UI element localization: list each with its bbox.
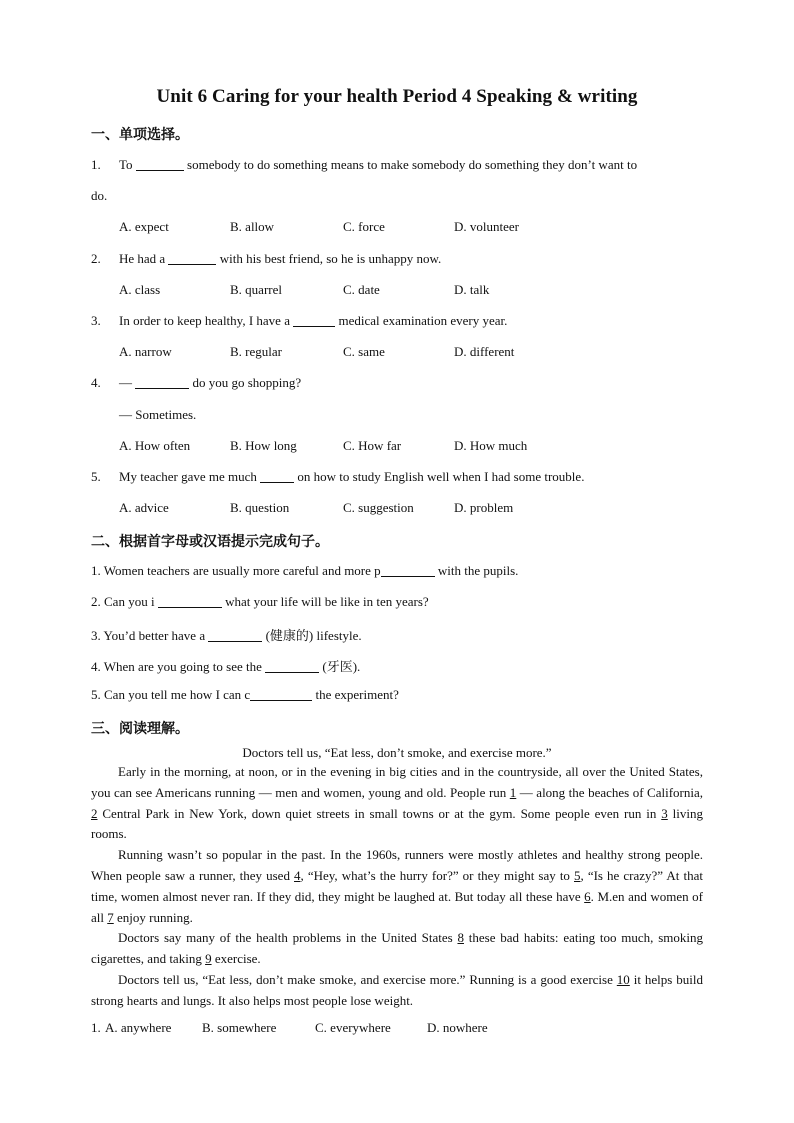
answer-blank[interactable]	[208, 629, 262, 642]
option: D. different	[454, 344, 515, 359]
fill-item: 1. Women teachers are usually more careful and more p with the pupils.	[91, 563, 519, 578]
question-text: He had a with his best friend, so he is unhappy now.	[119, 251, 442, 266]
paragraph: Early in the morning, at noon, or in the evening in big cities and in the countryside, all over the United States, you can see Americans running — men and women, young and old. People run 1 — along the beaches of California, 2 Central Park in New York, down quiet streets in small towns or at the gym. Some people even run in 3 living rooms.	[91, 764, 704, 842]
option: A. class	[119, 282, 161, 297]
option: C. everywhere	[315, 1020, 391, 1035]
option: A. How often	[119, 438, 191, 453]
blank-number: 7	[107, 909, 114, 925]
option: A. expect	[119, 219, 169, 234]
option: D. talk	[454, 282, 490, 297]
question-number: 4.	[91, 375, 101, 390]
answer-blank[interactable]	[158, 595, 222, 608]
question-text-continued: — Sometimes.	[119, 407, 197, 422]
option: D. nowhere	[427, 1020, 488, 1035]
answer-blank[interactable]	[265, 660, 319, 673]
option: B. quarrel	[230, 282, 282, 297]
option: A. advice	[119, 500, 169, 515]
section-heading-3: 三、阅读理解。	[91, 721, 189, 737]
question-number: 3.	[91, 313, 101, 328]
section-heading-2: 二、根据首字母或汉语提示完成句子。	[91, 534, 329, 550]
page-title: Unit 6 Caring for your health Period 4 Speaking & writing	[156, 86, 638, 107]
blank-number: 4	[294, 867, 301, 883]
option: B. allow	[230, 219, 275, 234]
option: B. question	[230, 500, 290, 515]
reading-passage	[91, 762, 703, 1012]
option: A. anywhere	[105, 1020, 172, 1035]
blank-number: 6	[584, 888, 591, 904]
fill-item: 5. Can you tell me how I can c the experiment?	[91, 687, 399, 702]
answer-blank[interactable]	[260, 470, 294, 483]
blank-number: 1	[509, 784, 517, 800]
question-number: 2.	[91, 251, 101, 266]
option: D. How much	[454, 438, 528, 453]
blank-number: 3	[661, 805, 668, 821]
blank-number: 8	[457, 930, 464, 946]
blank-number: 9	[205, 951, 212, 967]
option: A. narrow	[119, 344, 172, 359]
option: D. volunteer	[454, 219, 519, 234]
fill-item: 2. Can you i what your life will be like in ten years?	[91, 594, 429, 609]
option: C. suggestion	[343, 500, 414, 515]
question-text: In order to keep healthy, I have a medical examination every year.	[119, 313, 508, 328]
option: C. force	[343, 219, 385, 234]
section-heading-1: 一、单项选择。	[91, 127, 189, 143]
answer-blank[interactable]	[136, 158, 184, 171]
option: C. How far	[343, 438, 402, 453]
question-text: — do you go shopping?	[119, 375, 302, 390]
answer-blank[interactable]	[168, 252, 216, 265]
question-text: My teacher gave me much on how to study English well when I had some trouble.	[119, 469, 585, 484]
reading-question: 1.	[91, 1020, 101, 1035]
blank-number: 2	[91, 805, 98, 821]
question-text-continued: do.	[91, 188, 108, 203]
blank-number: 10	[616, 971, 630, 987]
question-text: To somebody to do something means to make somebody do something they don’t want to	[119, 157, 638, 172]
paragraph: Doctors tell us, “Eat less, don’t make smoke, and exercise more.” Running is a good exercise 10 it helps build strong hearts and lungs. It also helps most people lose weight.	[91, 971, 703, 1008]
option: C. same	[343, 344, 385, 359]
option: C. date	[343, 282, 380, 297]
option: B. How long	[230, 438, 297, 453]
question-number: 1.	[91, 157, 101, 172]
fill-item: 3. You’d better have a (健康的) lifestyle.	[91, 628, 362, 643]
option: B. somewhere	[202, 1020, 277, 1035]
passage-title: Doctors tell us, “Eat less, don’t smoke, and exercise more.”	[242, 745, 552, 760]
option: D. problem	[454, 500, 514, 515]
answer-blank[interactable]	[381, 564, 435, 577]
paragraph: Running wasn’t so popular in the past. In the 1960s, runners were mostly athletes and healthy strong people. When people saw a runner, they used 4, “Hey, what’s the hurry for?” or they might say to 5, “Is he crazy?” At that time, women almost never ran. If they did, they might be laughed at. But today all these have 6. M.en and women of all 7 enjoy running.	[91, 847, 703, 925]
blank-number: 5	[574, 867, 581, 883]
answer-blank[interactable]	[250, 688, 312, 701]
answer-blank[interactable]	[135, 376, 189, 389]
option: B. regular	[230, 344, 282, 359]
question-number: 5.	[91, 469, 101, 484]
paragraph: Doctors say many of the health problems in the United States 8 these bad habits: eating too much, smoking cigarettes, and taking 9 exercise.	[91, 930, 704, 967]
answer-blank[interactable]	[293, 314, 335, 327]
fill-item: 4. When are you going to see the (牙医).	[91, 659, 361, 674]
